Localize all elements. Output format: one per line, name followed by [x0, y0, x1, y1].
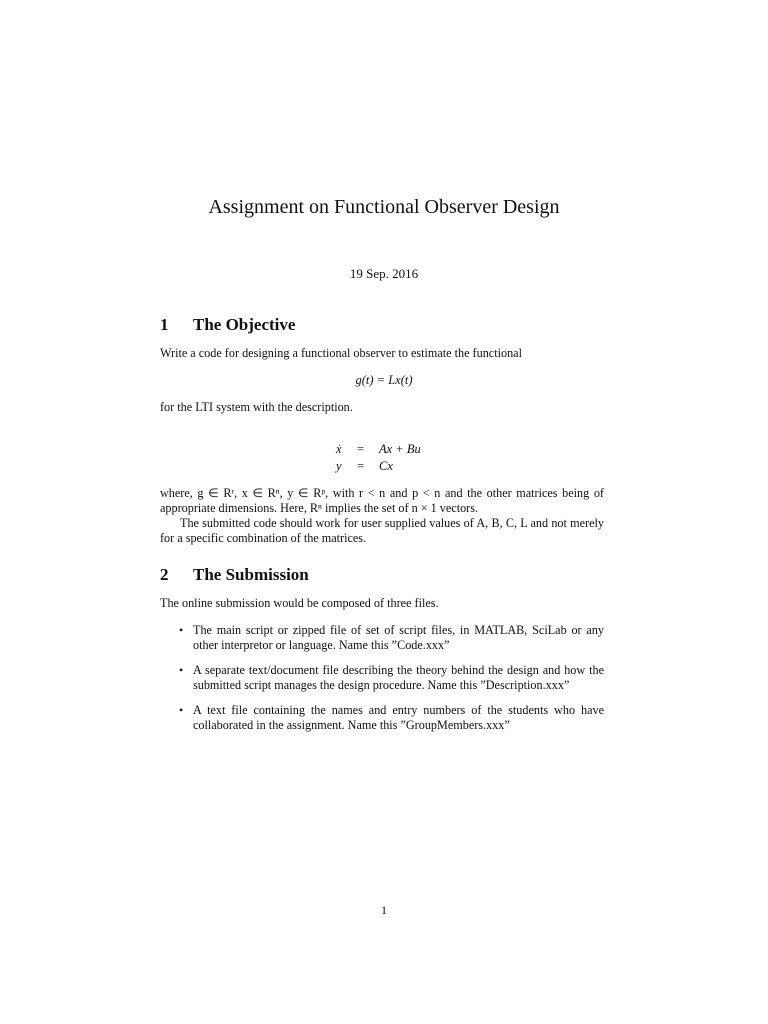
bullet-icon: •	[179, 703, 184, 717]
bullet-icon: •	[179, 623, 184, 637]
section-1-intro: Write a code for designing a functional observer to estimate the functional	[160, 346, 522, 360]
list-item-text: A separate text/document file describing the theory behind the design and how the submitted script manages the design procedure. Name this ”Description.xxx”	[193, 663, 604, 692]
section-1-heading	[160, 315, 295, 335]
eq2-rhs: Cx	[379, 459, 393, 473]
eq2-rel: =	[357, 459, 365, 473]
bullet-icon: •	[179, 663, 184, 677]
section-title: The Objective	[193, 315, 296, 334]
submission-file-list	[160, 623, 604, 743]
section-number: 2	[160, 565, 169, 584]
document-title: Assignment on Functional Observer Design	[208, 196, 560, 218]
section-1-after-equation: for the LTI system with the description.	[160, 400, 353, 414]
list-item	[160, 703, 604, 733]
list-item	[160, 623, 604, 653]
eq1-rel: =	[357, 442, 365, 456]
section-2-heading	[160, 565, 309, 585]
list-item	[160, 663, 604, 693]
eq2-lhs: y	[336, 459, 342, 473]
eq1-rhs: Ax + Bu	[379, 442, 421, 456]
functional-equation: g(t) = Lx(t)	[355, 373, 413, 387]
submitted-code-paragraph: The submitted code should work for user supplied values of A, B, C, L and not merely for a specific combination of the matrices.	[160, 516, 604, 545]
page-number: 1	[381, 903, 387, 917]
where-paragraph: where, g ∈ Rʳ, x ∈ Rⁿ, y ∈ Rᵖ, with r < n and p < n and the other matrices being of appropriate dimensions. Here, Rⁿ implies the set of n × 1 vectors.	[160, 486, 604, 515]
eq1-lhs: ẋ	[336, 442, 342, 456]
list-item-text: A text file containing the names and entry numbers of the students who have collaborated in the assignment. Name this ”GroupMembers.xxx”	[193, 703, 604, 732]
list-item-text: The main script or zipped file of set of script files, in MATLAB, SciLab or any other interpretor or language. Name this ”Code.xxx”	[193, 623, 604, 652]
document-date: 19 Sep. 2016	[349, 266, 419, 281]
section-title: The Submission	[193, 565, 309, 584]
section-2-intro: The online submission would be composed of three files.	[160, 596, 439, 610]
section-number: 1	[160, 315, 169, 334]
